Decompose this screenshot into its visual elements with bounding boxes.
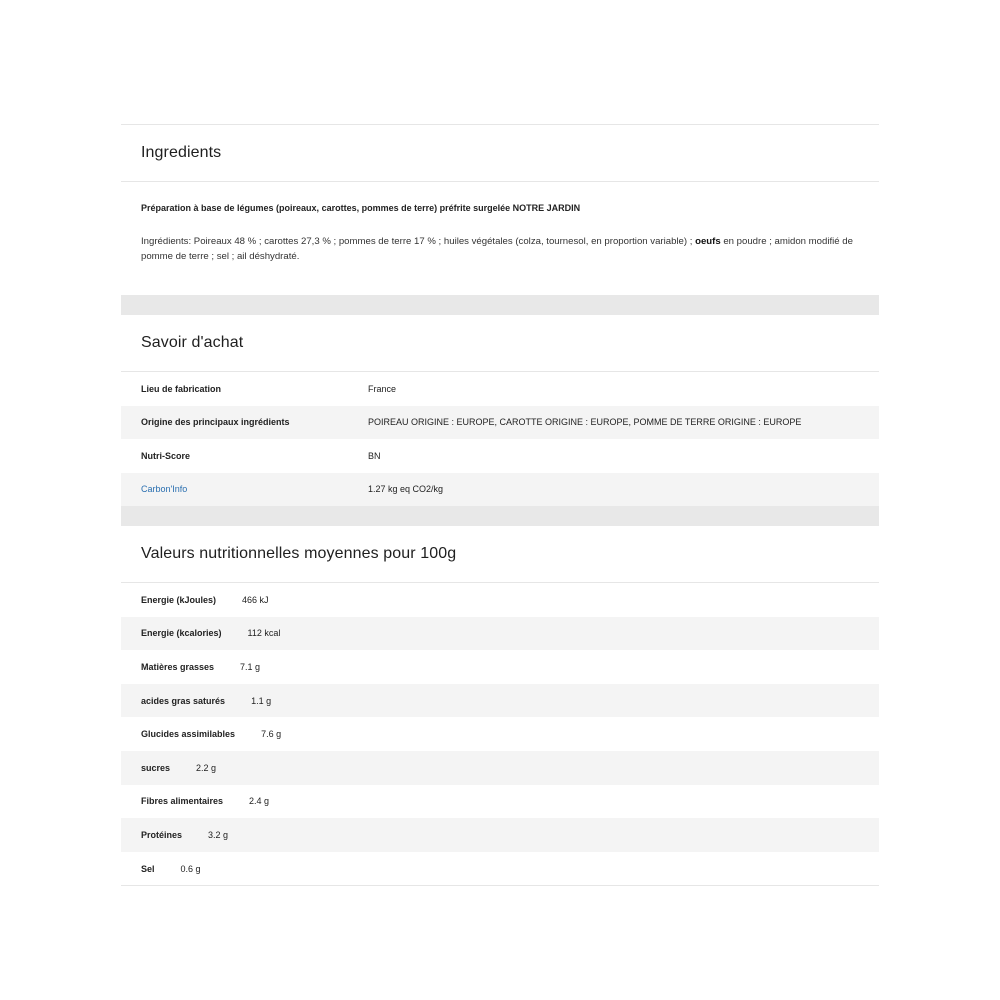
nutrient-value: 0.6 g [180,863,201,874]
table-row [121,617,879,651]
row-value: 1.27 kg eq CO2/kg [368,484,444,495]
table-row [121,785,879,819]
nutrient-name: Energie (kcalories) [141,628,222,639]
nutrient-name: Energie (kJoules) [141,594,217,605]
nutrient-value: 112 kcal [247,628,281,639]
section-separator [121,295,879,315]
table-row [121,818,879,852]
savoir-achat-table [121,372,879,506]
section-separator [121,506,879,526]
row-key: Origine des principaux ingrédients [141,417,290,428]
nutrition-table [121,583,879,886]
ingredients-text-start: Ingrédients: Poireaux 48 % ; carottes 27,3 % ; pommes de terre 17 % ; huiles végétales (colza, tournesol, en proportion variable) ; [141,236,696,247]
row-value: BN [368,450,381,461]
table-row [121,852,879,886]
table-row [121,406,879,440]
row-value: France [368,383,397,394]
nutrient-name: Fibres alimentaires [141,796,224,807]
ingredients-title: Ingredients [121,125,879,182]
nutrient-value: 3.2 g [208,829,229,840]
nutrient-name: Matières grasses [141,661,215,672]
table-row [121,372,879,406]
nutrient-name: Protéines [141,829,183,840]
nutrient-name: sucres [141,762,171,773]
nutrient-value: 1.1 g [251,695,272,706]
nutrient-value: 2.2 g [196,762,217,773]
ingredients-list [121,214,879,276]
row-key: Lieu de fabrication [141,383,222,394]
nutrient-name: acides gras saturés [141,695,226,706]
carbon-info-link[interactable]: Carbon'Info [141,484,188,495]
nutrient-name: Glucides assimilables [141,729,236,740]
nutrient-value: 2.4 g [249,796,270,807]
row-value: POIREAU ORIGINE : EUROPE, CAROTTE ORIGINE : EUROPE, POMME DE TERRE ORIGINE : EUROPE [368,417,802,428]
table-row [121,650,879,684]
row-key: Nutri-Score [141,450,191,461]
nutrient-value: 7.1 g [240,661,261,672]
table-row [121,717,879,751]
table-row [121,751,879,785]
table-row [121,473,879,507]
table-row [121,583,879,617]
savoir-achat-title: Savoir d'achat [121,315,879,372]
table-row [121,684,879,718]
allergen-highlight: oeufs [695,236,721,247]
nutrient-value: 466 kJ [242,594,269,605]
nutrition-title: Valeurs nutritionnelles moyennes pour 100g [121,526,879,583]
nutrient-value: 7.6 g [261,729,282,740]
product-description: Préparation à base de légumes (poireaux, carottes, pommes de terre) préfrite surgelée NOTRE JARDIN [141,203,581,213]
ingredients-text-end: en poudre ; amidon modifié de pomme de terre ; sel ; ail déshydraté. [141,236,853,262]
nutrient-name: Sel [141,863,155,874]
table-row [121,439,879,473]
product-info-panel [121,124,879,886]
